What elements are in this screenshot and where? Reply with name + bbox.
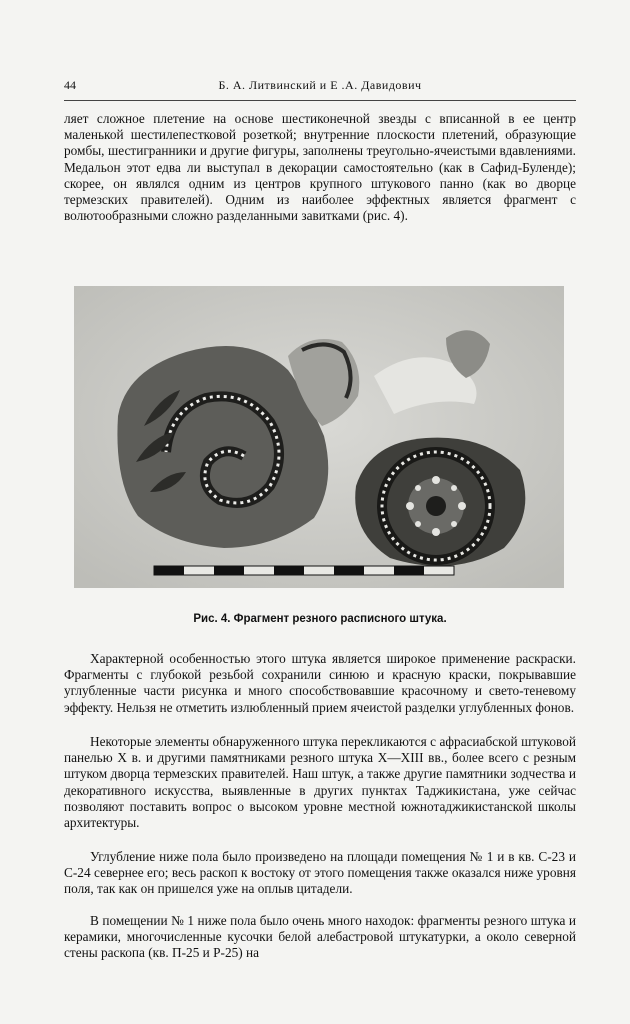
page-number: 44 — [64, 78, 76, 92]
paragraph: Некоторые элементы обнаруженного штука перекликаются с афрасиабской штуковой панелью X в. и другими памятниками резного штука X—XIII вв., более всего с резным штуком дворца термезских правителей. Наш штук, а также другие памятники зодчества и декоративного искусства, выявленные в других пунктах Таджикистана, уже сейчас позволяют поставить вопрос о высоком уровне местной южнотаджикистанской школы архитектуры. — [64, 734, 576, 831]
stucco-fragment-photo — [74, 286, 564, 588]
running-title: Б. А. Литвинский и Е .А. Давидович — [218, 78, 422, 92]
paragraph: Углубление ниже пола было произведено на площади помещения № 1 и в кв. С-23 и С-24 севернее его; весь раскоп к востоку от этого помещения также оказался ниже уровня поля, так как он пришелся уже на оплыв цитадели. — [64, 849, 576, 897]
paragraph: ляет сложное плетение на основе шестиконечной звезды с вписанной в ее центр маленькой шестилепестковой розеткой; внутренние плоскости плетений, образующие ромбы, шестигранники и другие фигуры, заполнены треугольно-ячеистыми вдавлениями. Медальон этот едва ли выступал в декорации самостоятельно (как в Сафид-Буленде); скорее, он являлся одним из центров крупного штукового панно (как во дворце термезских правителей). Одним из наиболее эффектных является фрагмент с волютообразными сложно разделанными завитками (рис. 4). — [64, 111, 576, 224]
figure-caption: Рис. 4. Фрагмент резного расписного штука. — [193, 613, 447, 625]
header-rule — [64, 100, 576, 101]
page-header — [64, 78, 576, 96]
paragraph: В помещении № 1 ниже пола было очень много находок: фрагменты резного штука и керамики, многочисленные кусочки белой алебастровой штукатурки, а около северной стены раскопа (кв. П-25 и Р-25) на — [64, 913, 576, 961]
paragraph: Характерной особенностью этого штука является широкое применение раскраски. Фрагменты с глубокой резьбой сохранили синюю и красную краски, покрывавшие углубленные части рисунка и много способствовавшие красочному и свето-теневому эффекту. Нельзя не отметить излюбленный прием ячеистой разделки углубленных фонов. — [64, 651, 576, 715]
